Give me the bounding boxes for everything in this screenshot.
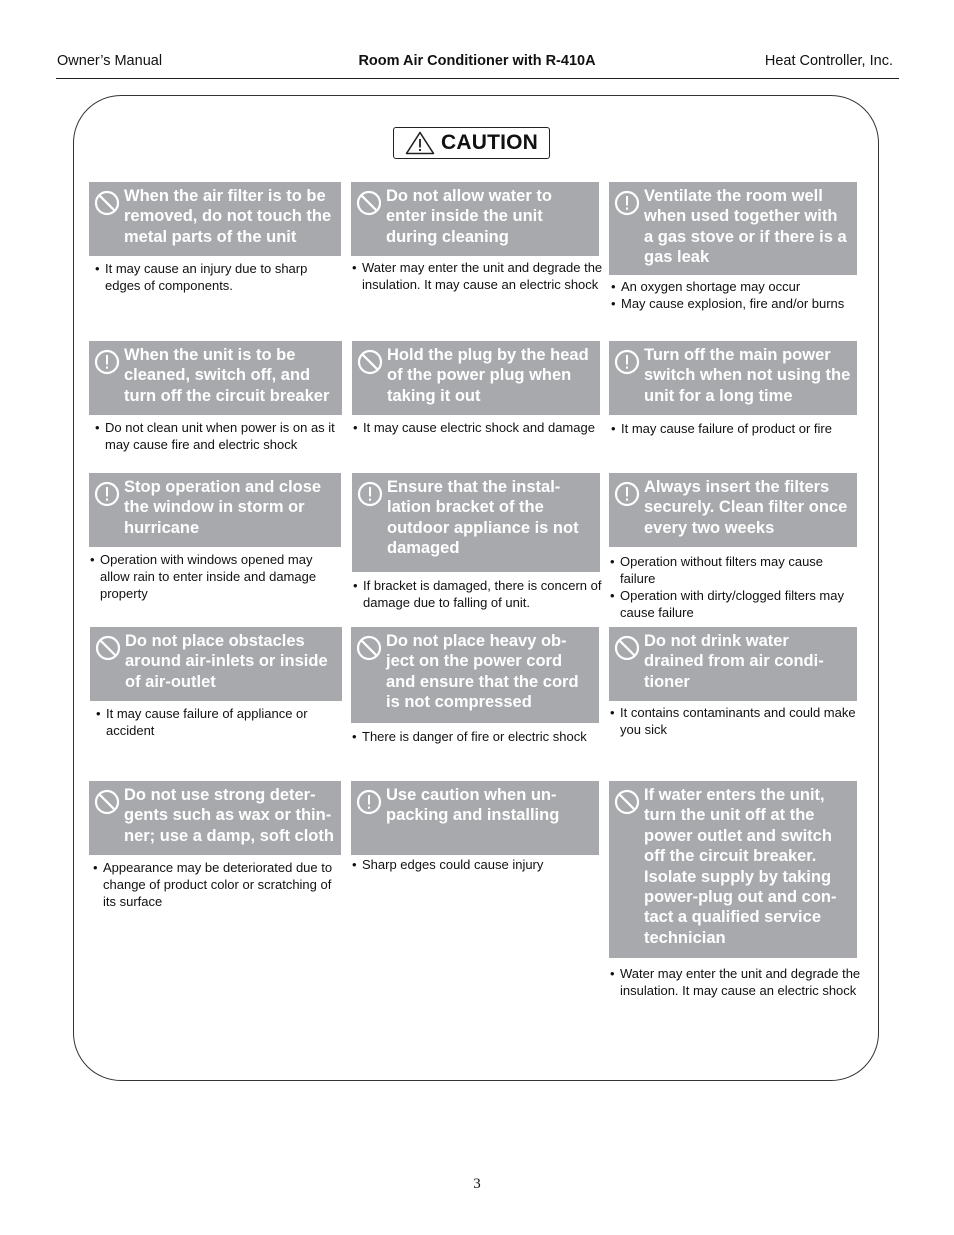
caution-item-notes: [353, 577, 603, 611]
caution-item-notes: [610, 553, 860, 621]
caution-note: • Do not clean unit when power is on as it may cause fire and electric shock: [95, 419, 351, 453]
caution-item-box: [609, 341, 857, 415]
caution-item-title: When the air filter is to be removed, do not touch the metal parts of the unit: [124, 187, 332, 246]
prohibited-icon: [94, 190, 120, 216]
caution-note: • It contains contaminants and could make you sick: [610, 704, 860, 738]
caution-item-box: [609, 182, 857, 275]
header-title: Room Air Conditioner with R-410A: [358, 53, 596, 69]
caution-item-title: Always insert the filters securely. Clean filter once every two weeks: [644, 478, 848, 537]
caution-item-box: [609, 473, 857, 547]
caution-item-title: If water enters the unit, turn the unit off at the power outlet and switch off the circuit breaker. Isolate supply by taking power-plug out and con-tact a qualified service technician: [644, 786, 837, 947]
warning-icon: [356, 789, 382, 815]
caution-item-box: [89, 182, 341, 256]
page-number: 3: [473, 1176, 481, 1192]
caution-note: • An oxygen shortage may occur: [611, 278, 861, 295]
prohibited-icon: [94, 789, 120, 815]
caution-item-notes: [352, 259, 604, 293]
caution-note: • It may cause electric shock and damage: [353, 419, 603, 436]
prohibited-icon: [95, 635, 121, 661]
caution-item-notes: [352, 856, 602, 873]
caution-item-box: [351, 781, 599, 855]
caution-item-notes: [610, 704, 860, 738]
caution-note: • It may cause failure of appliance or accident: [96, 705, 346, 739]
caution-item-notes: [95, 419, 351, 453]
caution-item-notes: [611, 420, 861, 437]
caution-item-title: When the unit is to be cleaned, switch off, and turn off the circuit breaker: [124, 346, 330, 405]
caution-item-box: [89, 473, 341, 547]
caution-item-title: Do not allow water to enter inside the unit during cleaning: [386, 187, 552, 246]
caution-item-box: [352, 341, 600, 415]
caution-item-title: Do not use strong deter-gents such as wax or thin-ner; use a damp, soft cloth: [124, 786, 334, 845]
caution-note: • There is danger of fire or electric shock: [352, 728, 602, 745]
caution-note: • Sharp edges could cause injury: [352, 856, 602, 873]
caution-item-notes: [90, 551, 342, 602]
caution-item-notes: [353, 419, 603, 436]
caution-note: • It may cause failure of product or fire: [611, 420, 861, 437]
warning-icon: [94, 349, 120, 375]
header-left: Owner’s Manual: [57, 53, 163, 69]
caution-item-notes: [95, 260, 345, 294]
caution-note: • Operation without filters may cause failure: [610, 553, 860, 587]
caution-note: • Appearance may be deteriorated due to change of product color or scratching of its surface: [93, 859, 343, 910]
caution-title: CAUTION: [440, 131, 539, 154]
caution-item-title: Ensure that the instal-lation bracket of the outdoor appliance is not damaged: [387, 478, 579, 558]
caution-item-notes: [611, 278, 861, 312]
caution-item-notes: [96, 705, 346, 739]
caution-note: • If bracket is damaged, there is concern of damage due to falling of unit.: [353, 577, 603, 611]
caution-item-title: Stop operation and close the window in storm or hurricane: [124, 478, 322, 537]
header-rule: [56, 78, 899, 79]
warning-icon: [94, 481, 120, 507]
caution-item-title: Do not place heavy ob-ject on the power cord and ensure that the cord is not compressed: [386, 632, 579, 712]
caution-note: • It may cause an injury due to sharp edges of components.: [95, 260, 345, 294]
caution-item-box: [609, 781, 857, 958]
warning-icon: [357, 481, 383, 507]
caution-item-box: [90, 627, 342, 701]
warning-icon: [614, 481, 640, 507]
caution-item-notes: [352, 728, 602, 745]
caution-item-notes: [610, 965, 862, 999]
prohibited-icon: [614, 635, 640, 661]
caution-item-notes: [93, 859, 343, 910]
prohibited-icon: [356, 635, 382, 661]
caution-item-box: [609, 627, 857, 701]
caution-item-title: Do not drink water drained from air condi-tioner: [644, 632, 824, 691]
caution-note: • Water may enter the unit and degrade the insulation. It may cause an electric shock: [610, 965, 862, 999]
caution-item-title: Ventilate the room well when used together with a gas stove or if there is a gas leak: [644, 187, 847, 267]
warning-icon: [614, 349, 640, 375]
caution-item-title: Turn off the main power switch when not using the unit for a long time: [644, 346, 851, 405]
caution-banner: [393, 127, 550, 159]
prohibited-icon: [357, 349, 383, 375]
caution-item-box: [89, 781, 341, 855]
caution-note: • May cause explosion, fire and/or burns: [611, 295, 861, 312]
caution-item-box: [351, 627, 599, 723]
prohibited-icon: [356, 190, 382, 216]
caution-note: • Operation with windows opened may allow rain to enter inside and damage property: [90, 551, 342, 602]
warning-icon: [614, 190, 640, 216]
caution-item-box: [351, 182, 599, 256]
caution-note: • Water may enter the unit and degrade the insulation. It may cause an electric shock: [352, 259, 604, 293]
header-company: Heat Controller, Inc.: [764, 53, 893, 69]
caution-note: • Operation with dirty/clogged filters may cause failure: [610, 587, 860, 621]
caution-item-box: [352, 473, 600, 572]
caution-item-box: [89, 341, 342, 415]
caution-item-title: Hold the plug by the head of the power plug when taking it out: [387, 346, 589, 405]
caution-item-title: Use caution when un-packing and installing: [386, 786, 560, 825]
warning-triangle-icon: [405, 131, 435, 155]
prohibited-icon: [614, 789, 640, 815]
caution-item-title: Do not place obstacles around air-inlets or inside of air-outlet: [125, 632, 328, 691]
